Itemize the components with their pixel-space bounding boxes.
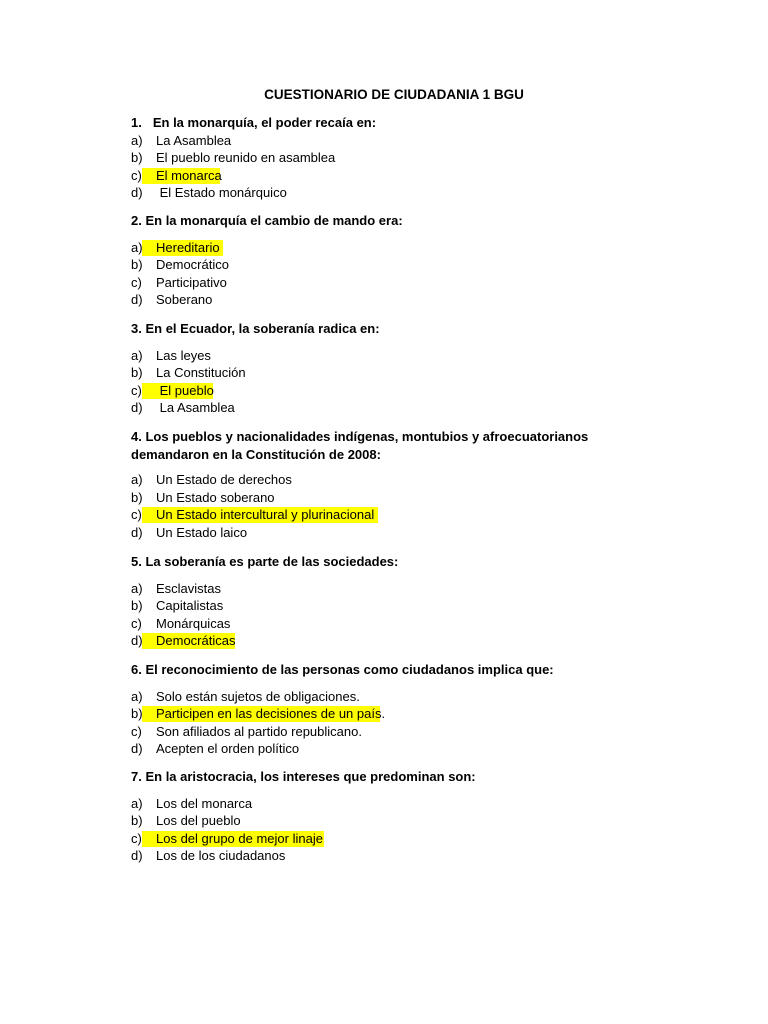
- option-c-correct: [131, 167, 651, 185]
- options-list: [131, 688, 651, 758]
- option-letter: d): [131, 400, 143, 415]
- options-list: [131, 471, 651, 541]
- question-label: En la aristocracia, los intereses que predominan son:: [145, 769, 476, 784]
- option-letter: d): [131, 292, 143, 307]
- option-text: Democráticas: [156, 633, 236, 648]
- option-text: El Estado monárquico: [156, 185, 287, 200]
- option-letter: c): [131, 723, 142, 739]
- option-text: Soberano: [156, 292, 213, 307]
- question-text: [131, 661, 651, 679]
- page-title: CUESTIONARIO DE CIUDADANIA 1 BGU: [264, 87, 524, 102]
- option-text: La Asamblea: [156, 400, 235, 415]
- option-letter: b): [131, 150, 143, 165]
- options-list: [131, 347, 651, 417]
- option-text: Capitalistas: [156, 598, 224, 613]
- option-letter: b): [131, 706, 143, 721]
- option-text: La Asamblea: [156, 132, 232, 148]
- question-text: [131, 212, 651, 230]
- option-text: Hereditario: [156, 239, 220, 255]
- option-b: [131, 364, 651, 382]
- option-letter: d): [131, 524, 143, 540]
- option-b: [131, 256, 651, 274]
- option-b: [131, 812, 651, 830]
- options-list: [131, 132, 651, 202]
- option-b: [131, 597, 651, 615]
- option-letter: b): [131, 489, 143, 505]
- question-number: 1.: [131, 115, 142, 130]
- option-c-correct: [131, 506, 651, 524]
- option-text: Monárquicas: [156, 615, 231, 631]
- option-letter: c): [131, 830, 142, 846]
- question-text: [131, 553, 651, 571]
- option-a-correct: [131, 239, 651, 257]
- question-3: [131, 320, 651, 417]
- question-label: En la monarquía el cambio de mando era:: [145, 213, 403, 228]
- option-d: [131, 291, 651, 309]
- option-a: [131, 580, 651, 598]
- option-text: Los del grupo de mejor linaje: [156, 830, 323, 846]
- question-label: Los pueblos y nacionalidades indígenas, montubios y afroecuatorianos demandaron en la Constitución de 2008:: [131, 429, 589, 462]
- option-text: Un Estado de derechos: [156, 472, 292, 487]
- option-a: [131, 347, 651, 365]
- option-text: Las leyes: [156, 347, 211, 363]
- option-d: [131, 184, 651, 202]
- option-c-correct: [131, 830, 651, 848]
- option-letter: c): [131, 274, 142, 290]
- question-number: 6.: [131, 662, 142, 677]
- option-letter: b): [131, 813, 143, 828]
- option-d-correct: [131, 632, 651, 650]
- option-text: Los de los ciudadanos: [156, 848, 286, 863]
- option-letter: a): [131, 347, 143, 363]
- option-letter: d): [131, 633, 143, 648]
- option-letter: a): [131, 132, 143, 148]
- options-list: [131, 580, 651, 650]
- option-text: Un Estado intercultural y plurinacional: [156, 507, 375, 522]
- option-letter: c): [131, 615, 142, 631]
- question-number: 7.: [131, 769, 142, 784]
- option-b: [131, 489, 651, 507]
- option-letter: a): [131, 795, 143, 811]
- option-c: [131, 723, 651, 741]
- question-number: 3.: [131, 321, 142, 336]
- option-letter: a): [131, 580, 143, 596]
- option-c-correct: [131, 382, 651, 400]
- option-b-correct: [131, 705, 651, 723]
- option-text: El pueblo reunido en asamblea: [156, 150, 336, 165]
- option-letter: a): [131, 688, 143, 704]
- option-text: Acepten el orden político: [156, 741, 300, 756]
- option-text: Participativo: [156, 274, 227, 290]
- option-c: [131, 274, 651, 292]
- option-b: [131, 149, 651, 167]
- option-d: [131, 740, 651, 758]
- question-5: [131, 553, 651, 650]
- option-text: Esclavistas: [156, 580, 222, 596]
- option-d: [131, 524, 651, 542]
- question-number: 2.: [131, 213, 142, 228]
- question-number: 5.: [131, 554, 142, 569]
- question-label: En el Ecuador, la soberanía radica en:: [145, 321, 380, 336]
- question-number: 4.: [131, 429, 142, 444]
- option-a: [131, 688, 651, 706]
- option-letter: a): [131, 472, 143, 487]
- option-text: El monarca: [156, 167, 222, 183]
- option-text: Democrático: [156, 257, 229, 272]
- option-text: Solo están sujetos de obligaciones.: [156, 688, 360, 704]
- option-text: El pueblo: [156, 382, 214, 398]
- option-letter: b): [131, 598, 143, 613]
- option-letter: b): [131, 365, 143, 380]
- option-a: [131, 795, 651, 813]
- option-letter: a): [131, 239, 143, 255]
- question-4: [131, 428, 651, 541]
- option-letter: c): [131, 382, 142, 398]
- option-a: [131, 471, 651, 489]
- option-text: La Constitución: [156, 365, 246, 380]
- question-label: En la monarquía, el poder recaía en:: [152, 115, 377, 130]
- options-list: [131, 239, 651, 309]
- question-text: [131, 768, 651, 786]
- option-letter: d): [131, 848, 143, 863]
- question-text: [131, 428, 651, 463]
- option-letter: c): [131, 167, 142, 183]
- options-list: [131, 795, 651, 865]
- question-2: [131, 212, 651, 309]
- question-label: La soberanía es parte de las sociedades:: [145, 554, 399, 569]
- question-text: [131, 114, 651, 132]
- option-text: Los del monarca: [156, 795, 253, 811]
- option-letter: b): [131, 257, 143, 272]
- option-text: Un Estado soberano: [156, 489, 275, 505]
- option-text: Un Estado laico: [156, 524, 248, 540]
- option-letter: d): [131, 185, 143, 200]
- question-label: El reconocimiento de las personas como ciudadanos implica que:: [145, 662, 554, 677]
- option-text: Los del pueblo: [156, 813, 241, 828]
- option-d: [131, 847, 651, 865]
- question-7: [131, 768, 651, 865]
- option-text: Son afiliados al partido republicano.: [156, 723, 362, 739]
- question-text: [131, 320, 651, 338]
- option-letter: d): [131, 741, 143, 756]
- question-6: [131, 661, 651, 758]
- option-d: [131, 399, 651, 417]
- option-letter: c): [131, 507, 142, 522]
- option-a: [131, 132, 651, 150]
- option-text: Participen en las decisiones de un país.: [156, 706, 386, 721]
- question-1: [131, 114, 651, 202]
- option-c: [131, 615, 651, 633]
